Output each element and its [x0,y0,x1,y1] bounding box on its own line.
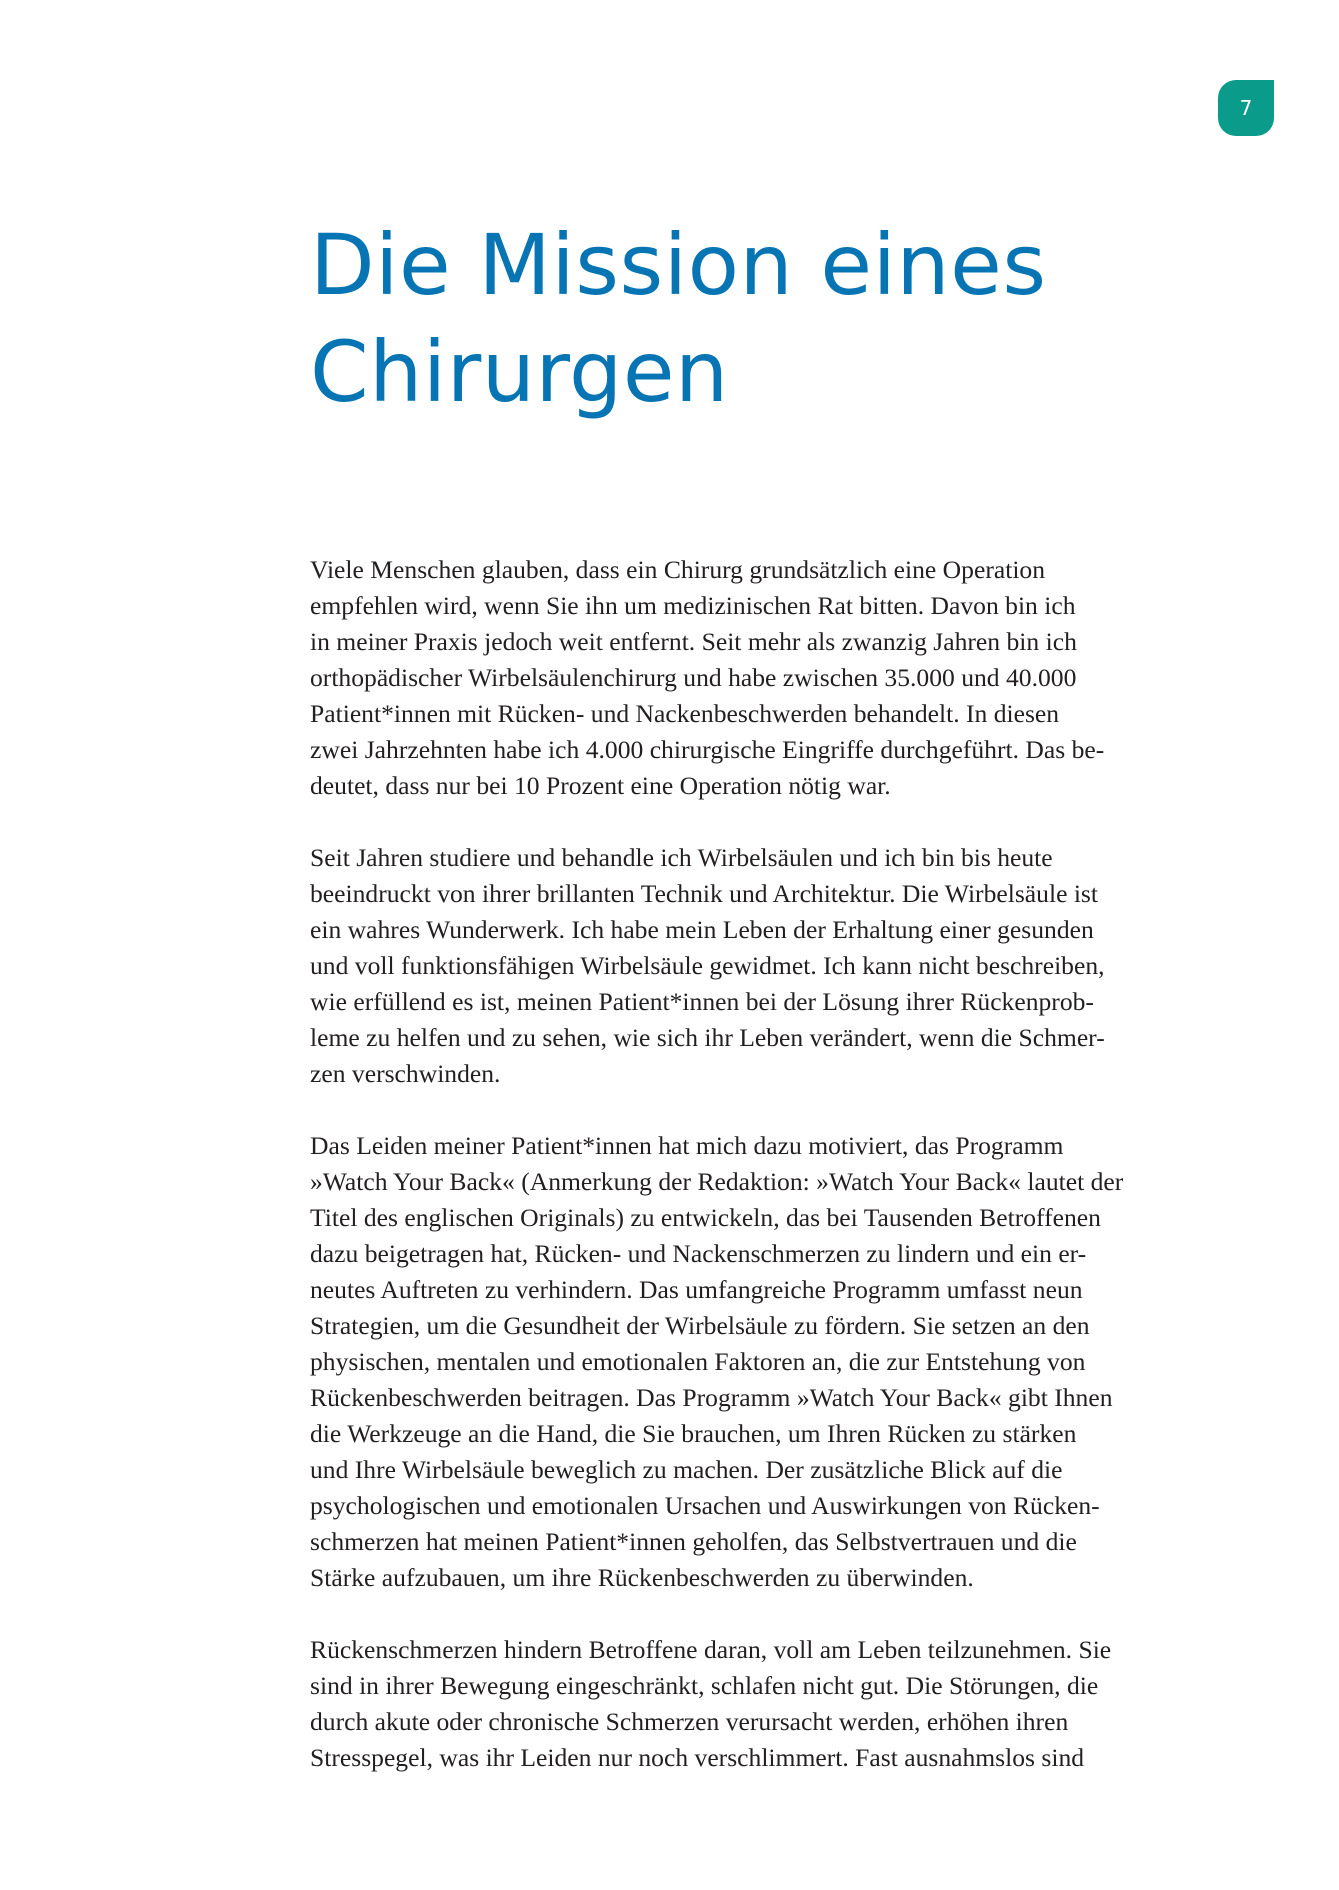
text-line: Viele Menschen glauben, dass ein Chirurg grundsätzlich eine Operation [310,555,1046,584]
text-line: zen verschwinden. [310,1059,501,1088]
page-number: 7 [1239,96,1253,120]
text-line: in meiner Praxis jedoch weit entfernt. Seit mehr als zwanzig Jahren bin ich [310,627,1077,656]
text-line: Das Leiden meiner Patient*innen hat mich dazu motiviert, das Programm [310,1131,1064,1160]
text-line: und Ihre Wirbelsäule beweglich zu machen. Der zusätzliche Blick auf die [310,1455,1063,1484]
text-line: sind in ihrer Bewegung eingeschränkt, schlafen nicht gut. Die Störungen, die [310,1671,1099,1700]
text-line: die Werkzeuge an die Hand, die Sie brauchen, um Ihren Rücken zu stärken [310,1419,1077,1448]
text-line: durch akute oder chronische Schmerzen verursacht werden, erhöhen ihren [310,1707,1069,1736]
text-line: dazu beigetragen hat, Rücken- und Nackenschmerzen zu lindern und ein er- [310,1239,1087,1268]
text-line: deutet, dass nur bei 10 Prozent eine Operation nötig war. [310,771,891,800]
text-line: ein wahres Wunderwerk. Ich habe mein Leben der Erhaltung einer gesunden [310,915,1094,944]
text-line: leme zu helfen und zu sehen, wie sich ihr Leben verändert, wenn die Schmer- [310,1023,1105,1052]
text-line: neutes Auftreten zu verhindern. Das umfangreiche Programm umfasst neun [310,1275,1083,1304]
body-text [310,552,1190,1812]
text-line: beeindruckt von ihrer brillanten Technik und Architektur. Die Wirbelsäule ist [310,879,1099,908]
text-line: und voll funktionsfähigen Wirbelsäule gewidmet. Ich kann nicht beschreiben, [310,951,1105,980]
text-line: Strategien, um die Gesundheit der Wirbelsäule zu fördern. Sie setzen an den [310,1311,1090,1340]
paragraph [310,552,1190,804]
text-line: wie erfüllend es ist, meinen Patient*innen bei der Lösung ihrer Rückenprob- [310,987,1094,1016]
text-line: Seit Jahren studiere und behandle ich Wirbelsäulen und ich bin bis heute [310,843,1053,872]
chapter-title-line: Die Mission eines [310,216,1047,314]
paragraph [310,840,1190,1092]
paragraph [310,1128,1190,1596]
text-line: physischen, mentalen und emotionalen Faktoren an, die zur Entstehung von [310,1347,1086,1376]
text-line: »Watch Your Back« (Anmerkung der Redaktion: »Watch Your Back« lautet der [310,1167,1124,1196]
text-line: empfehlen wird, wenn Sie ihn um medizinischen Rat bitten. Davon bin ich [310,591,1076,620]
text-line: Stärke aufzubauen, um ihre Rückenbeschwerden zu überwinden. [310,1563,974,1592]
text-line: orthopädischer Wirbelsäulenchirurg und habe zwischen 35.000 und 40.000 [310,663,1077,692]
text-line: Titel des englischen Originals) zu entwickeln, das bei Tausenden Betroffenen [310,1203,1101,1232]
text-line: Rückenschmerzen hindern Betroffene daran, voll am Leben teilzunehmen. Sie [310,1635,1112,1664]
paragraph [310,1632,1190,1776]
page-number-badge [1218,80,1274,136]
chapter-title-line: Chirurgen [310,323,729,421]
chapter-title [310,212,1210,426]
text-line: schmerzen hat meinen Patient*innen geholfen, das Selbstvertrauen und die [310,1527,1077,1556]
text-line: zwei Jahrzehnten habe ich 4.000 chirurgische Eingriffe durchgeführt. Das be- [310,735,1105,764]
text-line: Patient*innen mit Rücken- und Nackenbeschwerden behandelt. In diesen [310,699,1060,728]
text-line: psychologischen und emotionalen Ursachen und Auswirkungen von Rücken- [310,1491,1100,1520]
text-line: Rückenbeschwerden beitragen. Das Programm »Watch Your Back« gibt Ihnen [310,1383,1113,1412]
text-line: Stresspegel, was ihr Leiden nur noch verschlimmert. Fast ausnahmslos sind [310,1743,1085,1772]
